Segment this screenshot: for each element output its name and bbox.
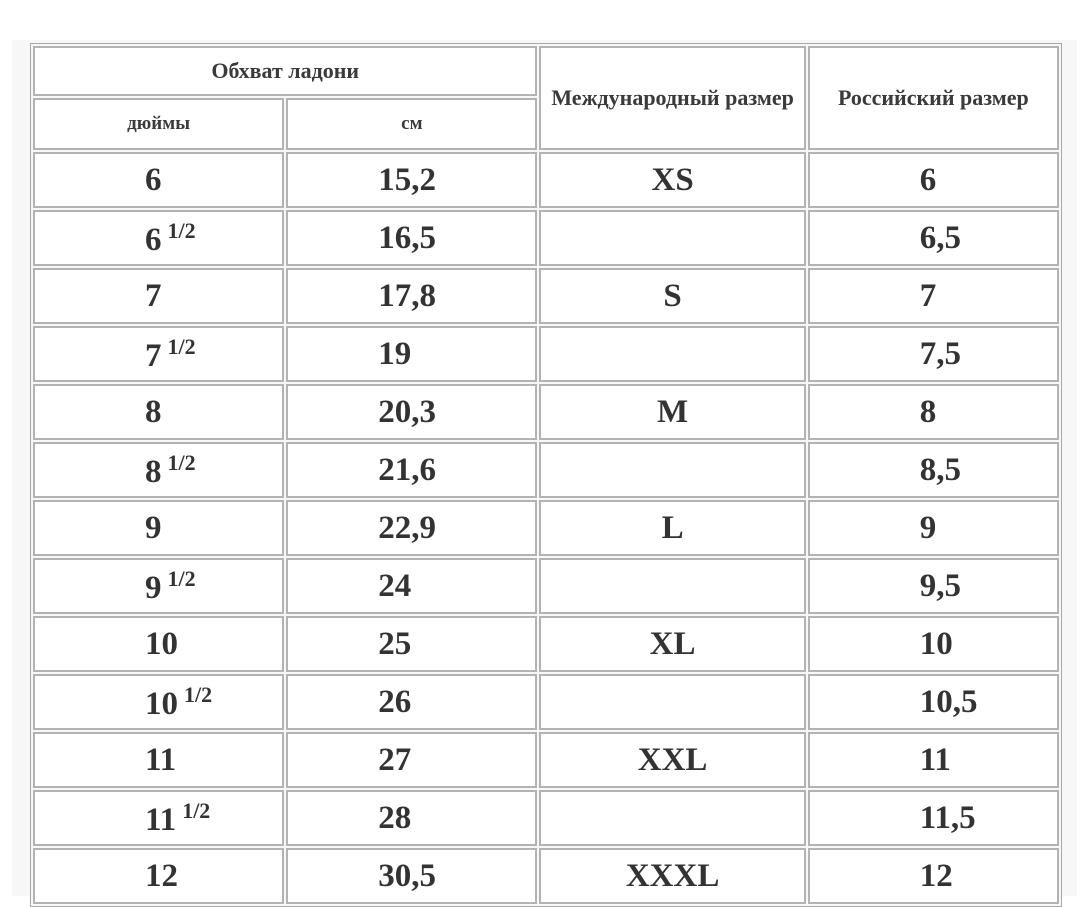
russian-size-cell: 6,5	[808, 210, 1059, 266]
russian-size-cell: 9	[808, 500, 1059, 556]
inches-value: 11	[145, 741, 177, 778]
cm-cell: 27	[286, 732, 537, 788]
inches-cell	[33, 558, 284, 614]
table-row	[33, 790, 1059, 846]
russian-size-cell: 8,5	[808, 442, 1059, 498]
russian-size-cell: 12	[808, 848, 1059, 904]
cm-cell: 25	[286, 616, 537, 672]
table-row	[33, 384, 1059, 440]
cm-cell: 30,5	[286, 848, 537, 904]
international-size-cell	[539, 326, 805, 382]
inches-cell	[33, 326, 284, 382]
inches-value: 7	[145, 337, 162, 374]
inches-value: 6	[145, 221, 162, 258]
international-size-cell	[539, 674, 805, 730]
table-row	[33, 558, 1059, 614]
inches-value: 9	[145, 569, 162, 606]
inches-value: 11	[145, 801, 177, 838]
inches-value: 6	[145, 161, 162, 198]
inches-value: 10	[145, 625, 178, 662]
cm-cell: 21,6	[286, 442, 537, 498]
inches-fraction: 1/2	[184, 681, 213, 707]
table-row	[33, 500, 1059, 556]
russian-size-cell: 7,5	[808, 326, 1059, 382]
russian-size-cell: 7	[808, 268, 1059, 324]
international-size-cell: XXL	[539, 732, 805, 788]
table-row	[33, 210, 1059, 266]
inches-cell	[33, 674, 284, 730]
table-header-row	[33, 46, 1059, 96]
international-size-cell: XXXL	[539, 848, 805, 904]
cm-cell: 17,8	[286, 268, 537, 324]
inches-fraction: 1/2	[167, 333, 196, 359]
inches-cell	[33, 384, 284, 440]
palm-girth-header: Обхват ладони	[33, 46, 537, 96]
glove-size-table	[30, 43, 1062, 907]
table-row	[33, 674, 1059, 730]
table-row	[33, 268, 1059, 324]
inches-cell	[33, 848, 284, 904]
table-row	[33, 732, 1059, 788]
inches-cell	[33, 152, 284, 208]
cm-cell: 15,2	[286, 152, 537, 208]
russian-size-header: Российский размер	[808, 46, 1059, 150]
russian-size-cell: 11	[808, 732, 1059, 788]
inches-value: 8	[145, 393, 162, 430]
international-size-cell	[539, 790, 805, 846]
inches-cell	[33, 790, 284, 846]
cm-cell: 19	[286, 326, 537, 382]
russian-size-cell: 10	[808, 616, 1059, 672]
cm-cell: 20,3	[286, 384, 537, 440]
international-size-cell: M	[539, 384, 805, 440]
international-size-cell	[539, 210, 805, 266]
cm-cell: 26	[286, 674, 537, 730]
international-size-cell: XL	[539, 616, 805, 672]
inches-value: 12	[145, 857, 178, 894]
russian-size-cell: 6	[808, 152, 1059, 208]
russian-size-cell: 10,5	[808, 674, 1059, 730]
international-size-cell: S	[539, 268, 805, 324]
russian-size-cell: 8	[808, 384, 1059, 440]
inches-fraction: 1/2	[167, 217, 196, 243]
russian-size-cell: 9,5	[808, 558, 1059, 614]
table-row	[33, 616, 1059, 672]
inches-cell	[33, 268, 284, 324]
cm-cell: 28	[286, 790, 537, 846]
inches-cell	[33, 500, 284, 556]
table-row	[33, 326, 1059, 382]
cm-cell: 16,5	[286, 210, 537, 266]
cm-header: см	[286, 98, 537, 150]
inches-fraction: 1/2	[167, 449, 196, 475]
inches-fraction: 1/2	[182, 797, 211, 823]
cm-cell: 24	[286, 558, 537, 614]
inches-cell	[33, 442, 284, 498]
inches-fraction: 1/2	[167, 565, 196, 591]
inches-cell	[33, 210, 284, 266]
cm-cell: 22,9	[286, 500, 537, 556]
russian-size-cell: 11,5	[808, 790, 1059, 846]
international-size-cell	[539, 558, 805, 614]
inches-cell	[33, 616, 284, 672]
inches-value: 9	[145, 509, 162, 546]
international-size-header: Международный размер	[539, 46, 805, 150]
table-row	[33, 848, 1059, 904]
inches-value: 10	[145, 685, 178, 722]
table-row	[33, 152, 1059, 208]
inches-value: 7	[145, 277, 162, 314]
international-size-cell: L	[539, 500, 805, 556]
table-row	[33, 442, 1059, 498]
international-size-cell: XS	[539, 152, 805, 208]
international-size-cell	[539, 442, 805, 498]
inches-cell	[33, 732, 284, 788]
inches-header: дюймы	[33, 98, 284, 150]
inches-value: 8	[145, 453, 162, 490]
